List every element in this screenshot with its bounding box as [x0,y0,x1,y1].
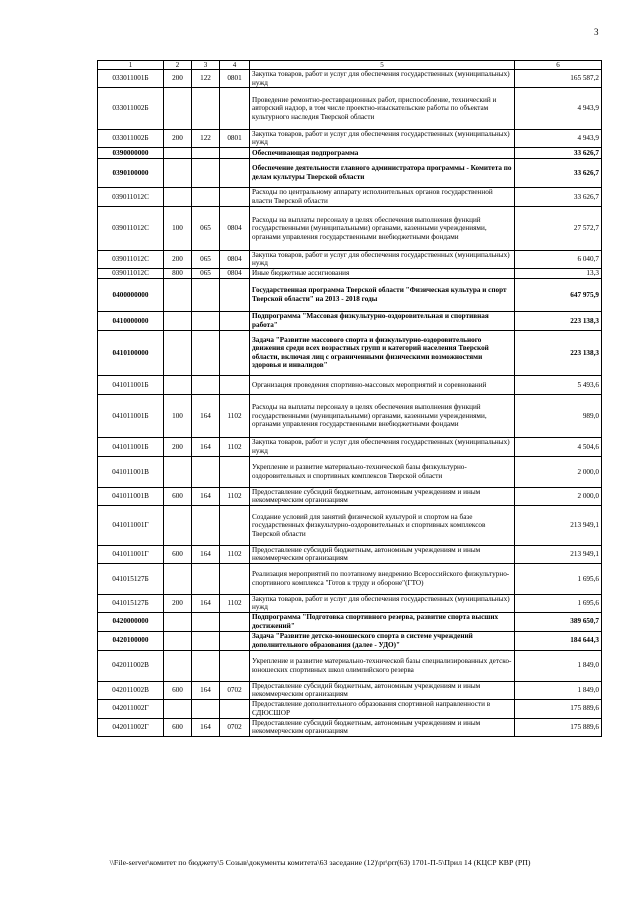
table-row [98,612,602,631]
column-header: 5 [250,61,515,70]
cell-section [220,631,250,650]
cell-kvr: 200 [164,437,192,456]
table-row [98,545,602,563]
table-row [98,375,602,394]
cell-description: Закупка товаров, работ и услуг для обеспечения государственных (муниципальных) нужд [250,250,515,268]
table-row [98,147,602,158]
cell-kcsr-code: 041011001В [98,456,164,487]
cell-admin-code [192,612,220,631]
table-row [98,394,602,437]
cell-admin-code: 122 [192,130,220,148]
budget-table [97,60,602,737]
cell-kcsr-code: 033011002Б [98,130,164,148]
cell-kcsr-code: 0420100000 [98,631,164,650]
cell-description: Задача "Развитие массового спорта и физкультурно-оздоровительного движения среди всех возрастных групп и категорий населения Тверской области, включая лиц с ограниченными физическими возможностями здоровья и инвалидов" [250,330,515,375]
cell-kcsr-code: 042011002В [98,681,164,699]
cell-admin-code [192,631,220,650]
cell-kcsr-code: 042011002Г [98,699,164,718]
cell-amount: 33 626,7 [515,158,602,187]
cell-kvr: 200 [164,250,192,268]
cell-description: Предоставление субсидий бюджетным, автономным учреждениям и иным некоммерческим организациям [250,718,515,736]
cell-admin-code [192,456,220,487]
column-header: 3 [192,61,220,70]
cell-amount: 175 889,6 [515,699,602,718]
cell-section [220,699,250,718]
cell-amount: 389 650,7 [515,612,602,631]
cell-section: 0801 [220,70,250,88]
table-row [98,437,602,456]
cell-kvr [164,563,192,594]
cell-kvr: 100 [164,394,192,437]
table-row [98,650,602,681]
cell-section: 0801 [220,130,250,148]
cell-description: Закупка товаров, работ и услуг для обеспечения государственных (муниципальных) нужд [250,594,515,612]
cell-section: 0804 [220,250,250,268]
cell-description: Обеспечивающая подпрограмма [250,147,515,158]
cell-admin-code: 065 [192,268,220,278]
cell-admin-code [192,88,220,130]
cell-kcsr-code: 042011002Г [98,718,164,736]
cell-kvr [164,158,192,187]
cell-amount: 2 000,0 [515,487,602,505]
cell-kcsr-code: 041015127Б [98,594,164,612]
cell-kcsr-code: 041011001Б [98,375,164,394]
cell-kvr: 600 [164,681,192,699]
cell-admin-code [192,330,220,375]
cell-description: Предоставление дополнительного образования спортивной направленности в СДЮСШОР [250,699,515,718]
table-row [98,187,602,206]
cell-kcsr-code: 039011012С [98,206,164,250]
table-row [98,206,602,250]
cell-description: Закупка товаров, работ и услуг для обеспечения государственных (муниципальных) нужд [250,437,515,456]
cell-kcsr-code: 0400000000 [98,278,164,311]
cell-amount: 223 138,3 [515,311,602,330]
cell-kcsr-code: 0390100000 [98,158,164,187]
cell-amount: 223 138,3 [515,330,602,375]
cell-description: Предоставление субсидий бюджетным, автономным учреждениям и иным некоммерческим организациям [250,681,515,699]
cell-section [220,88,250,130]
table-row [98,278,602,311]
cell-kvr [164,88,192,130]
cell-description: Закупка товаров, работ и услуг для обеспечения государственных (муниципальных) нужд [250,130,515,148]
cell-amount: 4 943,9 [515,130,602,148]
file-path-footer: \\File-server\комитет по бюджету\5 Созыв\документы комитета\63 заседание (12)\pr\prr(63) 1701-П-5\Прил 14 (КЦСР КВР (РП) [109,858,531,867]
cell-amount: 989,0 [515,394,602,437]
cell-amount: 213 949,1 [515,545,602,563]
cell-description: Задача "Развитие детско-юношеского спорта в системе учреждений дополнительного образования (далее - УДО)" [250,631,515,650]
cell-section [220,187,250,206]
cell-amount: 6 040,7 [515,250,602,268]
cell-kvr [164,456,192,487]
cell-description: Предоставление субсидий бюджетным, автономным учреждениям и иным некоммерческим организациям [250,487,515,505]
table-row [98,563,602,594]
cell-kcsr-code: 041015127Б [98,563,164,594]
cell-amount: 647 975,9 [515,278,602,311]
cell-admin-code: 164 [192,681,220,699]
table-row [98,505,602,545]
cell-description: Закупка товаров, работ и услуг для обеспечения государственных (муниципальных) нужд [250,70,515,88]
cell-kvr: 600 [164,487,192,505]
cell-kvr [164,330,192,375]
cell-admin-code: 164 [192,718,220,736]
cell-description: Укрепление и развитие материально-технической базы специализированных детско-юношеских спортивных школ олимпийского резерва [250,650,515,681]
cell-description: Реализация мероприятий по поэтапному внедрению Всероссийского физкультурно-спортивного комплекса "Готов к труду и обороне"(ГТО) [250,563,515,594]
cell-kcsr-code: 042011002В [98,650,164,681]
cell-kvr [164,187,192,206]
cell-amount: 213 949,1 [515,505,602,545]
cell-kvr: 600 [164,718,192,736]
cell-kcsr-code: 041011001Г [98,545,164,563]
cell-kcsr-code: 039011012С [98,268,164,278]
cell-description: Организация проведения спортивно-массовых мероприятий и соревнований [250,375,515,394]
cell-amount: 5 493,6 [515,375,602,394]
cell-amount: 1 695,6 [515,563,602,594]
table-row [98,268,602,278]
cell-kvr [164,612,192,631]
cell-amount: 184 644,3 [515,631,602,650]
cell-description: Проведение ремонтно-реставрационных работ, приспособление, технический и авторский надзор, в том числе проектно-изыскательские работы по объектам культурного наследия Тверской области [250,88,515,130]
cell-description: Иные бюджетные ассигнования [250,268,515,278]
cell-kvr [164,375,192,394]
cell-section [220,330,250,375]
cell-admin-code: 164 [192,394,220,437]
cell-kvr: 800 [164,268,192,278]
cell-section [220,375,250,394]
table-row [98,456,602,487]
cell-kvr: 200 [164,130,192,148]
cell-admin-code [192,187,220,206]
table-row [98,311,602,330]
cell-description: Расходы на выплаты персоналу в целях обеспечения выполнения функций государственными (муниципальными) органами, казенными учреждениями, органами управления государственными внебюджетными фондами [250,206,515,250]
table-row [98,88,602,130]
cell-kcsr-code: 041011001Б [98,437,164,456]
cell-admin-code [192,147,220,158]
cell-section: 0702 [220,681,250,699]
cell-kcsr-code: 039011012С [98,250,164,268]
cell-kvr [164,505,192,545]
cell-kcsr-code: 0420000000 [98,612,164,631]
cell-kvr: 200 [164,70,192,88]
cell-amount: 1 849,0 [515,650,602,681]
cell-amount: 33 626,7 [515,187,602,206]
table-row [98,718,602,736]
cell-section [220,612,250,631]
cell-admin-code [192,650,220,681]
cell-amount: 4 504,6 [515,437,602,456]
cell-admin-code [192,563,220,594]
table-row [98,130,602,148]
cell-amount: 33 626,7 [515,147,602,158]
cell-section [220,311,250,330]
cell-kvr [164,147,192,158]
cell-kcsr-code: 041011001В [98,487,164,505]
cell-admin-code: 164 [192,437,220,456]
column-header: 4 [220,61,250,70]
cell-section: 0804 [220,268,250,278]
cell-kcsr-code: 0390000000 [98,147,164,158]
cell-admin-code [192,699,220,718]
cell-section [220,278,250,311]
cell-description: Государственная программа Тверской области "Физическая культура и спорт Тверской области" на 2013 - 2018 годы [250,278,515,311]
cell-kcsr-code: 041011001Б [98,394,164,437]
cell-section: 0804 [220,206,250,250]
cell-amount: 13,3 [515,268,602,278]
cell-kcsr-code: 039011012С [98,187,164,206]
cell-admin-code [192,375,220,394]
cell-amount: 1 695,6 [515,594,602,612]
cell-kcsr-code: 033011002Б [98,88,164,130]
table-row [98,594,602,612]
column-header: 6 [515,61,602,70]
cell-section [220,147,250,158]
cell-kvr [164,699,192,718]
cell-description: Укрепление и развитие материально-технической базы физкультурно-оздоровительных и спортивных комплексов Тверской области [250,456,515,487]
cell-section [220,505,250,545]
cell-kvr [164,311,192,330]
cell-kvr [164,278,192,311]
table-row [98,681,602,699]
cell-section: 1102 [220,394,250,437]
cell-description: Предоставление субсидий бюджетным, автономным учреждениям и иным некоммерческим организациям [250,545,515,563]
cell-kvr [164,650,192,681]
cell-admin-code [192,505,220,545]
cell-description: Расходы на выплаты персоналу в целях обеспечения выполнения функций государственными (муниципальными) органами, казенными учреждениями, органами управления государственными внебюджетными фондами [250,394,515,437]
cell-section [220,650,250,681]
page-number: 3 [594,27,599,37]
cell-section: 1102 [220,487,250,505]
cell-amount: 165 587,2 [515,70,602,88]
column-header: 2 [164,61,192,70]
cell-amount: 2 000,0 [515,456,602,487]
table-row [98,70,602,88]
cell-section: 1102 [220,437,250,456]
cell-kcsr-code: 0410000000 [98,311,164,330]
cell-admin-code [192,278,220,311]
cell-kcsr-code: 041011001Г [98,505,164,545]
cell-kvr: 200 [164,594,192,612]
cell-description: Подпрограмма "Подготовка спортивного резерва, развитие спорта высших достижений" [250,612,515,631]
cell-amount: 4 943,9 [515,88,602,130]
cell-section: 1102 [220,545,250,563]
cell-admin-code: 122 [192,70,220,88]
header-row [98,61,602,70]
cell-kvr: 600 [164,545,192,563]
cell-admin-code [192,311,220,330]
table-row [98,487,602,505]
cell-description: Создание условий для занятий физической культурой и спортом на базе государственных физкультурно-оздоровительных и спортивных комплексов Тверской области [250,505,515,545]
table-row [98,158,602,187]
cell-kcsr-code: 0410100000 [98,330,164,375]
cell-admin-code [192,158,220,187]
table-row [98,330,602,375]
cell-amount: 175 889,6 [515,718,602,736]
cell-kcsr-code: 033011001Б [98,70,164,88]
cell-section [220,456,250,487]
cell-amount: 1 849,0 [515,681,602,699]
cell-amount: 27 572,7 [515,206,602,250]
cell-description: Обеспечение деятельности главного администратора программы - Комитета по делам культуры Тверской области [250,158,515,187]
cell-description: Подпрограмма "Массовая физкультурно-оздоровительная и спортивная работа" [250,311,515,330]
table-row [98,250,602,268]
cell-description: Расходы по центральному аппарату исполнительных органов государственной власти Тверской области [250,187,515,206]
cell-admin-code: 164 [192,594,220,612]
cell-kvr [164,631,192,650]
cell-section: 0702 [220,718,250,736]
cell-section [220,158,250,187]
cell-admin-code: 065 [192,250,220,268]
cell-kvr: 100 [164,206,192,250]
cell-section [220,563,250,594]
cell-admin-code: 164 [192,545,220,563]
column-header: 1 [98,61,164,70]
cell-admin-code: 164 [192,487,220,505]
table-row [98,631,602,650]
cell-section: 1102 [220,594,250,612]
cell-admin-code: 065 [192,206,220,250]
table-row [98,699,602,718]
